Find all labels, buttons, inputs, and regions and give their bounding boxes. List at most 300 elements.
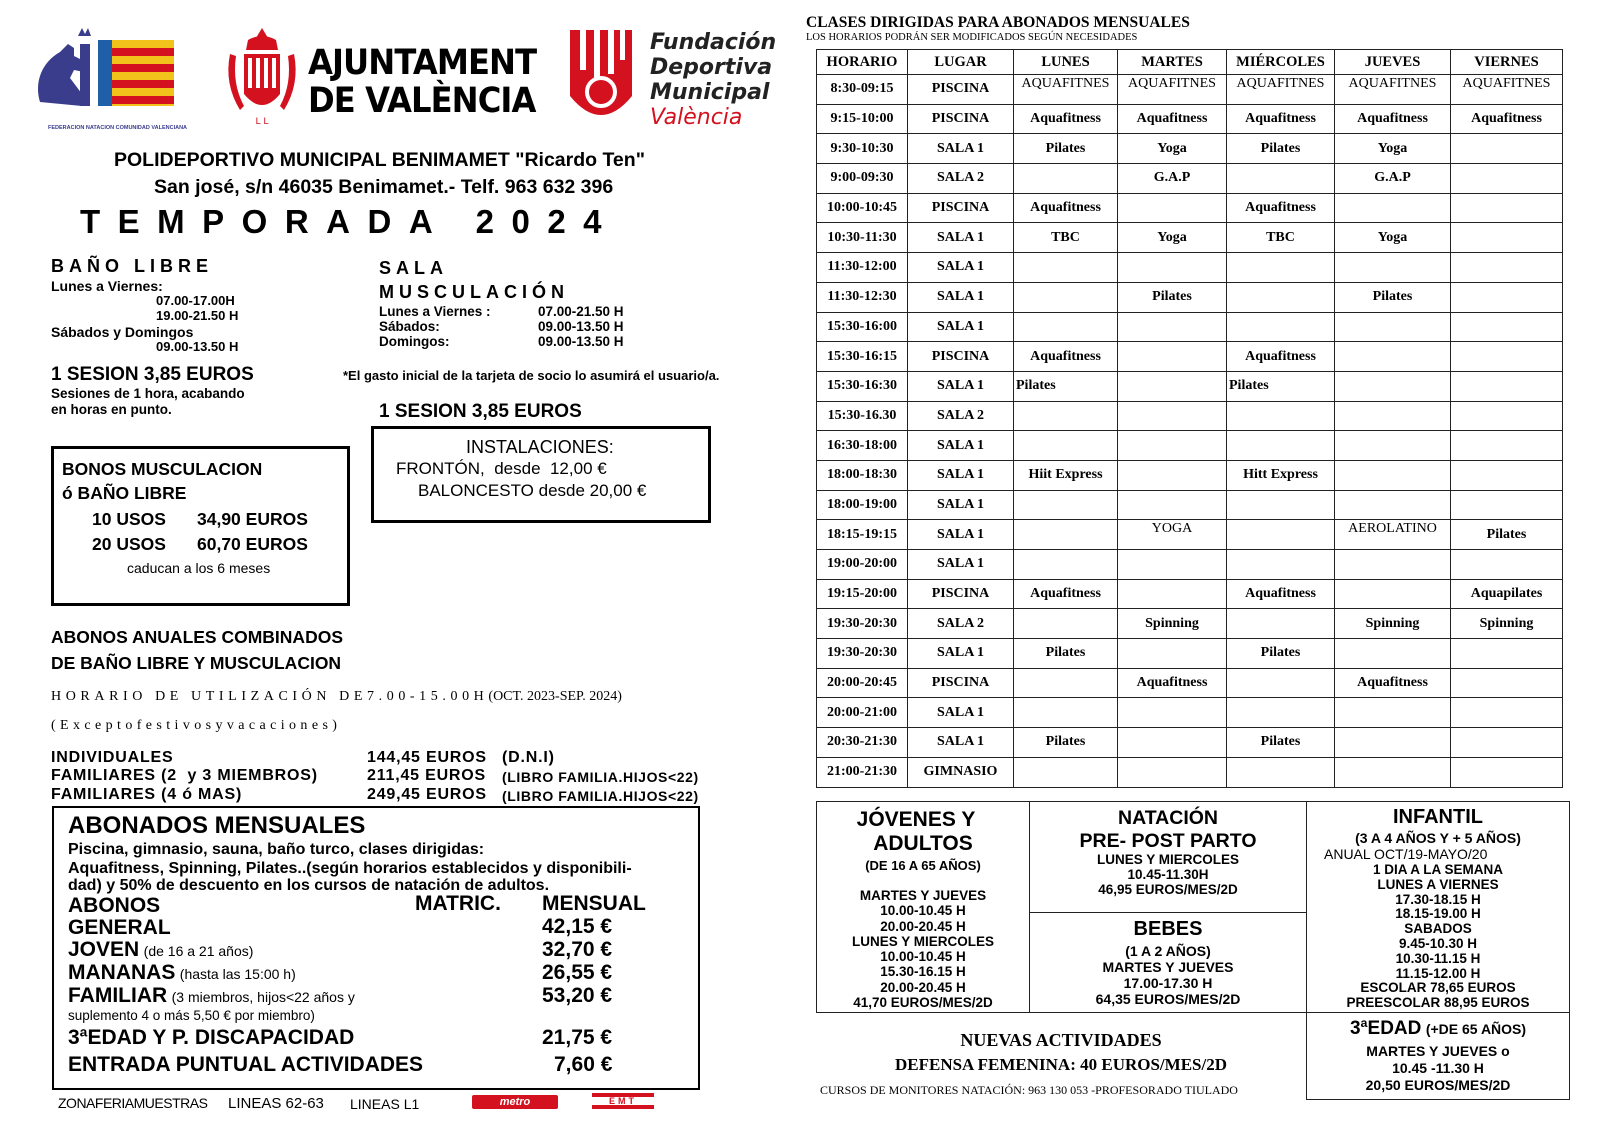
infantil-line-8: 11.15-12.00 H bbox=[1395, 965, 1481, 981]
infantil-anual: ANUAL OCT/19-MAYO/20 bbox=[1324, 846, 1488, 862]
anuales-row-2-label: FAMILIARES (2 y 3 MIEMBROS) bbox=[51, 767, 318, 784]
schedule-row bbox=[817, 342, 1563, 372]
bebes-line-4: 64,35 EUROS/MES/2D bbox=[1095, 991, 1241, 1007]
schedule-cell-jueves bbox=[1335, 757, 1451, 787]
schedule-cell-jueves bbox=[1335, 579, 1451, 609]
fdm-line3: Municipal bbox=[650, 80, 770, 105]
metro-logo: metro bbox=[472, 1095, 558, 1109]
schedule-row bbox=[817, 312, 1563, 342]
venue-name: POLIDEPORTIVO MUNICIPAL BENIMAMET "Ricardo Ten" bbox=[114, 149, 645, 171]
anuales-horario-text: HORARIO DE UTILIZACIÓN DE7.00-15.00H bbox=[51, 689, 489, 704]
schedule-cell-martes: Yoga bbox=[1118, 134, 1227, 164]
schedule-place: SALA 1 bbox=[908, 520, 1014, 550]
schedule-cell-jueves: Aquafitness bbox=[1335, 104, 1451, 134]
col-abonos: ABONOS bbox=[68, 894, 161, 917]
schedule-cell-martes bbox=[1118, 401, 1227, 431]
schedule-cell-martes bbox=[1118, 728, 1227, 758]
col-mensual: MENSUAL bbox=[542, 892, 646, 915]
schedule-cell-miercoles bbox=[1227, 698, 1335, 728]
bonos-box bbox=[51, 446, 350, 606]
schedule-cell-martes: Aquafitness bbox=[1118, 104, 1227, 134]
schedule-cell-jueves bbox=[1335, 460, 1451, 490]
mensual-row-mananas bbox=[68, 961, 296, 985]
sala-row-1-hours: 07.00-21.50 H bbox=[538, 304, 624, 319]
schedule-cell-jueves bbox=[1335, 550, 1451, 580]
schedule-row bbox=[817, 698, 1563, 728]
jovenes-title-1: JÓVENES Y bbox=[856, 808, 976, 831]
schedule-cell-viernes bbox=[1451, 728, 1563, 758]
mensual-row-general: GENERAL bbox=[68, 916, 171, 939]
tercera-lines bbox=[1306, 1043, 1570, 1094]
schedule-cell-jueves bbox=[1335, 253, 1451, 283]
schedule-time: 15:30-16.30 bbox=[817, 401, 908, 431]
schedule-cell-jueves bbox=[1335, 639, 1451, 669]
nuevas-cursos: CURSOS DE MONITORES NATACIÓN: 963 130 053 -PROFESORADO TIULADO bbox=[820, 1083, 1238, 1097]
col-horario: HORARIO bbox=[817, 50, 908, 75]
tercera-title: 3ªEDAD bbox=[1349, 1018, 1422, 1039]
fdm-line2: Deportiva bbox=[650, 55, 773, 80]
infantil-line-2: LUNES A VIERNES bbox=[1377, 876, 1499, 892]
schedule-place: SALA 1 bbox=[908, 312, 1014, 342]
bano-libre-title: BAÑO LIBRE bbox=[51, 256, 213, 276]
mensual-price-general: 42,15 € bbox=[542, 915, 613, 938]
schedule-cell-viernes bbox=[1451, 401, 1563, 431]
schedule-place: SALA 1 bbox=[908, 223, 1014, 253]
tercera-line-3: 20,50 EUROS/MES/2D bbox=[1365, 1077, 1511, 1093]
schedule-cell-lunes: Aquafitness bbox=[1014, 104, 1118, 134]
tercera-line-1: MARTES Y JUEVES o bbox=[1366, 1043, 1510, 1059]
fdm-title bbox=[650, 30, 776, 130]
schedule-row bbox=[817, 550, 1563, 580]
jovenes-line-4: LUNES Y MIERCOLES bbox=[851, 933, 995, 949]
schedule-cell-jueves: AEROLATINO bbox=[1335, 520, 1451, 550]
sala-row-3-label: Domingos: bbox=[379, 334, 450, 349]
schedule-place: SALA 1 bbox=[908, 550, 1014, 580]
schedule-cell-miercoles: Aquafitness bbox=[1227, 342, 1335, 372]
infantil-line-5: SABADOS bbox=[1404, 921, 1472, 937]
mensual-row-mananas-note: (hasta las 15:00 h) bbox=[179, 966, 296, 982]
mensuales-title: ABONADOS MENSUALES bbox=[68, 812, 366, 839]
schedule-time: 18:00-18:30 bbox=[817, 460, 908, 490]
schedule-cell-lunes: Pilates bbox=[1014, 639, 1118, 669]
jovenes-line-6: 15.30-16.15 H bbox=[880, 964, 966, 980]
valencia-coat-of-arms bbox=[222, 24, 302, 134]
schedule-cell-martes bbox=[1118, 193, 1227, 223]
schedule-cell-martes bbox=[1118, 371, 1227, 401]
schedule-place: PISCINA bbox=[908, 342, 1014, 372]
bano-weekend-hours: 09.00-13.50 H bbox=[156, 339, 239, 354]
natacion-lines bbox=[1029, 852, 1307, 897]
schedule-cell-viernes bbox=[1451, 164, 1563, 194]
schedule-row bbox=[817, 371, 1563, 401]
schedule-row bbox=[817, 282, 1563, 312]
schedule-place: SALA 1 bbox=[908, 490, 1014, 520]
schedule-cell-martes bbox=[1118, 579, 1227, 609]
col-viernes: VIERNES bbox=[1451, 50, 1563, 75]
schedule-time: 15:30-16:00 bbox=[817, 312, 908, 342]
schedule-cell-jueves: Yoga bbox=[1335, 134, 1451, 164]
schedule-cell-viernes bbox=[1451, 312, 1563, 342]
schedule-cell-viernes bbox=[1451, 460, 1563, 490]
bano-note-1: Sesiones de 1 hora, acabando bbox=[51, 386, 245, 401]
schedule-cell-martes: AQUAFITNES bbox=[1118, 75, 1227, 105]
schedule-row bbox=[817, 668, 1563, 698]
schedule-cell-martes bbox=[1118, 550, 1227, 580]
schedule-cell-martes: Yoga bbox=[1118, 223, 1227, 253]
schedule-cell-miercoles bbox=[1227, 490, 1335, 520]
schedule-place: SALA 1 bbox=[908, 431, 1014, 461]
schedule-cell-miercoles: Aquafitness bbox=[1227, 193, 1335, 223]
schedule-cell-miercoles: Pilates bbox=[1227, 134, 1335, 164]
mensual-row-puntual: ENTRADA PUNTUAL ACTIVIDADES bbox=[68, 1053, 424, 1076]
schedule-cell-miercoles: Pilates bbox=[1227, 728, 1335, 758]
lineas-2: LINEAS L1 bbox=[350, 1096, 420, 1112]
col-martes: MARTES bbox=[1118, 50, 1227, 75]
schedule-cell-viernes: Pilates bbox=[1451, 520, 1563, 550]
mensual-row-joven-label: JOVEN bbox=[68, 938, 140, 961]
mensuales-desc-2: Aquafitness, Spinning, Pilates..(según horarios establecidos y disponibili- bbox=[68, 860, 632, 877]
lineas-1: LINEAS 62-63 bbox=[228, 1095, 324, 1112]
mensual-row-familiar-note: (3 miembros, hijos<22 años y bbox=[171, 989, 355, 1005]
bonos-row-2-price: 60,70 EUROS bbox=[197, 534, 308, 554]
schedule-cell-jueves: Yoga bbox=[1335, 223, 1451, 253]
natacion-title-1: NATACIÓN bbox=[1117, 807, 1218, 829]
schedule-cell-lunes bbox=[1014, 520, 1118, 550]
schedule-time: 11:30-12:30 bbox=[817, 282, 908, 312]
schedule-cell-jueves: Aquafitness bbox=[1335, 668, 1451, 698]
infantil-line-1: 1 DIA A LA SEMANA bbox=[1372, 862, 1503, 877]
anuales-row-3-price: 249,45 EUROS bbox=[367, 786, 487, 803]
schedule-cell-viernes: AQUAFITNES bbox=[1451, 75, 1563, 105]
instalaciones-line-1: FRONTÓN, desde 12,00 € bbox=[396, 459, 607, 478]
jovenes-line-3: 20.00-20.45 H bbox=[880, 918, 966, 934]
mensual-row-joven-note: (de 16 a 21 años) bbox=[143, 943, 254, 959]
schedule-cell-viernes bbox=[1451, 223, 1563, 253]
anuales-title-1: ABONOS ANUALES COMBINADOS bbox=[51, 627, 343, 647]
schedule-time: 15:30-16:15 bbox=[817, 342, 908, 372]
schedule-cell-lunes: AQUAFITNES bbox=[1014, 75, 1118, 105]
schedule-cell-miercoles: Hitt Express bbox=[1227, 460, 1335, 490]
anuales-period: (OCT. 2023-SEP. 2024) bbox=[488, 689, 622, 704]
mensual-price-familiar: 53,20 € bbox=[542, 984, 613, 1007]
schedule-cell-viernes bbox=[1451, 371, 1563, 401]
mensual-row-mananas-label: MANANAS bbox=[68, 961, 176, 984]
bebes-line-2: MARTES Y JUEVES bbox=[1102, 959, 1234, 975]
natacion-title bbox=[1029, 807, 1307, 853]
schedule-cell-viernes bbox=[1451, 282, 1563, 312]
infantil-line-9: ESCOLAR 78,65 EUROS bbox=[1360, 980, 1516, 996]
jovenes-line-2: 10.00-10.45 H bbox=[880, 903, 966, 919]
schedule-time: 21:00-21:30 bbox=[817, 757, 908, 787]
schedule-cell-jueves bbox=[1335, 342, 1451, 372]
mensual-price-tercera: 21,75 € bbox=[542, 1026, 613, 1049]
fncv-logo bbox=[30, 22, 188, 131]
schedule-cell-viernes bbox=[1451, 193, 1563, 223]
schedule-row bbox=[817, 223, 1563, 253]
schedule-cell-viernes: Aquafitness bbox=[1451, 104, 1563, 134]
schedule-cell-jueves: AQUAFITNES bbox=[1335, 75, 1451, 105]
schedule-cell-miercoles bbox=[1227, 668, 1335, 698]
schedule-cell-miercoles bbox=[1227, 164, 1335, 194]
schedule-time: 16:30-18:00 bbox=[817, 431, 908, 461]
bano-weekdays-hours-1: 07.00-17.00H bbox=[156, 293, 235, 308]
schedule-row bbox=[817, 253, 1563, 283]
sala-row-1-label: Lunes a Viernes : bbox=[379, 304, 491, 319]
sala-row-2-label: Sábados: bbox=[379, 319, 440, 334]
schedule-cell-viernes: Spinning bbox=[1451, 609, 1563, 639]
mensual-row-familiar-label: FAMILIAR bbox=[68, 984, 168, 1007]
schedule-cell-lunes bbox=[1014, 609, 1118, 639]
col-miercoles: MIÉRCOLES bbox=[1227, 50, 1335, 75]
schedule-cell-martes bbox=[1118, 490, 1227, 520]
schedule-time: 18:15-19:15 bbox=[817, 520, 908, 550]
schedule-cell-miercoles: Aquafitness bbox=[1227, 104, 1335, 134]
schedule-cell-jueves bbox=[1335, 728, 1451, 758]
schedule-time: 15:30-16:30 bbox=[817, 371, 908, 401]
schedule-cell-lunes bbox=[1014, 253, 1118, 283]
schedule-cell-martes bbox=[1118, 757, 1227, 787]
sala-row-3-hours: 09.00-13.50 H bbox=[538, 334, 624, 349]
instalaciones-box bbox=[371, 426, 711, 523]
schedule-time: 11:30-12:00 bbox=[817, 253, 908, 283]
schedule-time: 18:00-19:00 bbox=[817, 490, 908, 520]
schedule-row bbox=[817, 460, 1563, 490]
schedule-cell-miercoles: Pilates bbox=[1227, 371, 1335, 401]
schedule-cell-miercoles bbox=[1227, 609, 1335, 639]
fncv-caption: FEDERACION NATACION COMUNIDAD VALENCIANA bbox=[48, 125, 188, 131]
col-lunes: LUNES bbox=[1014, 50, 1118, 75]
mensual-row-joven bbox=[68, 938, 253, 962]
schedule-cell-lunes: Pilates bbox=[1014, 371, 1118, 401]
schedule-cell-jueves bbox=[1335, 193, 1451, 223]
schedule-cell-miercoles bbox=[1227, 520, 1335, 550]
ajuntament-title bbox=[308, 44, 536, 120]
bonos-row-1-price: 34,90 EUROS bbox=[197, 509, 308, 529]
jovenes-age: (DE 16 A 65 AÑOS) bbox=[865, 858, 981, 873]
schedule-cell-lunes bbox=[1014, 668, 1118, 698]
schedule-row bbox=[817, 757, 1563, 787]
nuevas-defensa: DEFENSA FEMENINA: 40 EUROS/MES/2D bbox=[894, 1055, 1227, 1074]
schedule-cell-viernes bbox=[1451, 698, 1563, 728]
schedule-cell-martes bbox=[1118, 431, 1227, 461]
schedule-time: 20:30-21:30 bbox=[817, 728, 908, 758]
schedule-place: SALA 1 bbox=[908, 371, 1014, 401]
ajuntament-line2: DE VALÈNCIA bbox=[308, 81, 536, 121]
schedule-cell-miercoles bbox=[1227, 757, 1335, 787]
mensual-row-tercera: 3ªEDAD Y P. DISCAPACIDAD bbox=[68, 1026, 355, 1049]
schedule-cell-lunes bbox=[1014, 550, 1118, 580]
mensuales-desc-1: Piscina, gimnasio, sauna, baño turco, clases dirigidas: bbox=[68, 841, 485, 858]
schedule-cell-miercoles: Aquafitness bbox=[1227, 579, 1335, 609]
infantil-line-10: PREESCOLAR 88,95 EUROS bbox=[1346, 995, 1530, 1011]
schedule-cell-jueves bbox=[1335, 401, 1451, 431]
schedule-cell-miercoles bbox=[1227, 431, 1335, 461]
schedule-row bbox=[817, 431, 1563, 461]
schedule-place: PISCINA bbox=[908, 104, 1014, 134]
schedule-cell-martes bbox=[1118, 312, 1227, 342]
schedule-cell-martes: Spinning bbox=[1118, 609, 1227, 639]
natacion-line-2: 10.45-11.30H bbox=[1127, 867, 1209, 882]
schedule-cell-jueves: G.A.P bbox=[1335, 164, 1451, 194]
col-matric: MATRIC. bbox=[415, 892, 501, 915]
anuales-horario bbox=[51, 689, 622, 705]
jovenes-title bbox=[816, 808, 1030, 856]
schedule-time: 10:00-10:45 bbox=[817, 193, 908, 223]
schedule-cell-lunes bbox=[1014, 282, 1118, 312]
schedule-place: SALA 1 bbox=[908, 639, 1014, 669]
infantil-title: INFANTIL bbox=[1393, 806, 1483, 828]
schedule-time: 9:30-10:30 bbox=[817, 134, 908, 164]
schedule-cell-miercoles bbox=[1227, 253, 1335, 283]
schedule-cell-jueves bbox=[1335, 312, 1451, 342]
schedule-cell-lunes bbox=[1014, 490, 1118, 520]
bonos-row-2-usos: 20 USOS bbox=[92, 534, 166, 554]
schedule-cell-martes: YOGA bbox=[1118, 520, 1227, 550]
schedule-row bbox=[817, 579, 1563, 609]
mensual-price-joven: 32,70 € bbox=[542, 938, 613, 961]
mensuales-desc-3: dad) y 50% de descuento en los cursos de natación de adultos. bbox=[68, 877, 550, 894]
schedule-cell-viernes bbox=[1451, 490, 1563, 520]
schedule-cell-martes: G.A.P bbox=[1118, 164, 1227, 194]
schedule-cell-lunes: Hiit Express bbox=[1014, 460, 1118, 490]
schedule-cell-martes bbox=[1118, 342, 1227, 372]
jovenes-line-5: 10.00-10.45 H bbox=[880, 949, 966, 965]
bonos-title-2: ó BAÑO LIBRE bbox=[62, 483, 187, 503]
schedule-cell-miercoles: AQUAFITNES bbox=[1227, 75, 1335, 105]
bebes-title: BEBES bbox=[1133, 918, 1203, 940]
clases-subtitle: LOS HORARIOS PODRÁN SER MODIFICADOS SEGÚN NECESIDADES bbox=[806, 32, 1138, 43]
schedule-time: 8:30-09:15 bbox=[817, 75, 908, 105]
instalaciones-line-2: BALONCESTO desde 20,00 € bbox=[418, 481, 647, 500]
schedule-cell-viernes: Aquapilates bbox=[1451, 579, 1563, 609]
sala-price: 1 SESION 3,85 EUROS bbox=[379, 401, 582, 422]
infantil-line-3: 17.30-18.15 H bbox=[1395, 891, 1481, 907]
schedule-cell-lunes: Aquafitness bbox=[1014, 342, 1118, 372]
schedule-cell-martes bbox=[1118, 460, 1227, 490]
natacion-title-2: PRE- POST PARTO bbox=[1079, 830, 1257, 852]
schedule-place: PISCINA bbox=[908, 668, 1014, 698]
col-lugar: LUGAR bbox=[908, 50, 1014, 75]
schedule-cell-miercoles bbox=[1227, 282, 1335, 312]
schedule-cell-lunes: Aquafitness bbox=[1014, 579, 1118, 609]
schedule-row bbox=[817, 75, 1563, 105]
schedule-cell-martes bbox=[1118, 253, 1227, 283]
schedule-cell-martes: Aquafitness bbox=[1118, 668, 1227, 698]
mensual-price-mananas: 26,55 € bbox=[542, 961, 613, 984]
schedule-place: SALA 1 bbox=[908, 282, 1014, 312]
clases-title: CLASES DIRIGIDAS PARA ABONADOS MENSUALES bbox=[806, 14, 1190, 31]
anuales-except: (Exceptofestivosyvacaciones) bbox=[51, 718, 342, 733]
anuales-row-3-note: (LIBRO FAMILIA.HIJOS<22) bbox=[502, 788, 699, 804]
tercera-age: (+DE 65 AÑOS) bbox=[1425, 1021, 1527, 1037]
fdm-line4: València bbox=[650, 105, 743, 130]
schedule-cell-lunes: TBC bbox=[1014, 223, 1118, 253]
schedule-row bbox=[817, 193, 1563, 223]
schedule-cell-miercoles bbox=[1227, 401, 1335, 431]
schedule-time: 19:00-20:00 bbox=[817, 550, 908, 580]
schedule-cell-viernes bbox=[1451, 342, 1563, 372]
venue-address: San josé, s/n 46035 Benimamet.- Telf. 963 632 396 bbox=[154, 176, 614, 198]
infantil-line-4: 18.15-19.00 H bbox=[1395, 906, 1481, 922]
schedule-cell-lunes bbox=[1014, 431, 1118, 461]
emt-logo: EMT bbox=[592, 1093, 654, 1109]
mensuales-box bbox=[52, 806, 700, 1090]
bonos-row-1-usos: 10 USOS bbox=[92, 509, 166, 529]
tercera-title-row bbox=[1306, 1018, 1570, 1040]
jovenes-title-2: ADULTOS bbox=[873, 832, 973, 855]
schedule-place: SALA 1 bbox=[908, 728, 1014, 758]
schedule-place: PISCINA bbox=[908, 193, 1014, 223]
schedule-row bbox=[817, 164, 1563, 194]
jovenes-lines bbox=[816, 888, 1030, 1010]
anuales-row-1-label: INDIVIDUALES bbox=[51, 749, 174, 766]
schedule-cell-miercoles: Pilates bbox=[1227, 639, 1335, 669]
schedule-cell-viernes bbox=[1451, 757, 1563, 787]
mensual-price-puntual: 7,60 € bbox=[554, 1053, 613, 1076]
schedule-time: 19:30-20:30 bbox=[817, 639, 908, 669]
schedule-row bbox=[817, 401, 1563, 431]
schedule-cell-lunes: Pilates bbox=[1014, 134, 1118, 164]
sala-row-2-hours: 09.00-13.50 H bbox=[538, 319, 624, 334]
sala-title-2: MUSCULACIÓN bbox=[379, 282, 569, 302]
schedule-cell-martes bbox=[1118, 639, 1227, 669]
schedule-cell-viernes bbox=[1451, 431, 1563, 461]
nuevas-title: NUEVAS ACTIVIDADES bbox=[960, 1030, 1162, 1050]
bano-weekdays-label: Lunes a Viernes: bbox=[51, 278, 163, 294]
infantil-line-6: 9.45-10.30 H bbox=[1398, 935, 1478, 951]
anuales-row-1-price: 144,45 EUROS bbox=[367, 749, 487, 766]
schedule-cell-jueves: Spinning bbox=[1335, 609, 1451, 639]
tercera-line-2: 10.45 -11.30 H bbox=[1392, 1060, 1484, 1076]
schedule-row bbox=[817, 520, 1563, 550]
fdm-line1: Fundación bbox=[650, 30, 777, 55]
schedule-header-row bbox=[817, 50, 1563, 75]
schedule-time: 9:00-09:30 bbox=[817, 164, 908, 194]
bebes-line-1: (1 A 2 AÑOS) bbox=[1125, 943, 1211, 959]
schedule-place: PISCINA bbox=[908, 579, 1014, 609]
schedule-time: 9:15-10:00 bbox=[817, 104, 908, 134]
schedule-row bbox=[817, 639, 1563, 669]
schedule-cell-lunes bbox=[1014, 698, 1118, 728]
bano-weekdays-hours-2: 19.00-21.50 H bbox=[156, 308, 239, 323]
bebes-line-3: 17.00-17.30 H bbox=[1123, 975, 1213, 991]
bebes-lines bbox=[1029, 943, 1307, 1007]
schedule-place: SALA 1 bbox=[908, 698, 1014, 728]
schedule-cell-viernes bbox=[1451, 253, 1563, 283]
schedule-place: SALA 1 bbox=[908, 253, 1014, 283]
natacion-line-3: 46,95 EUROS/MES/2D bbox=[1098, 882, 1238, 897]
col-jueves: JUEVES bbox=[1335, 50, 1451, 75]
schedule-row bbox=[817, 609, 1563, 639]
schedule-row bbox=[817, 490, 1563, 520]
schedule-row bbox=[817, 104, 1563, 134]
anuales-row-1-note: (D.N.I) bbox=[502, 749, 555, 766]
bano-price: 1 SESION 3,85 EUROS bbox=[51, 364, 254, 385]
schedule-place: SALA 1 bbox=[908, 460, 1014, 490]
zona-feria: ZONAFERIAMUESTRAS bbox=[58, 1095, 208, 1111]
schedule-cell-miercoles: TBC bbox=[1227, 223, 1335, 253]
svg-text:L L: L L bbox=[255, 117, 269, 127]
schedule-cell-miercoles bbox=[1227, 550, 1335, 580]
natacion-line-1: LUNES Y MIERCOLES bbox=[1096, 852, 1240, 867]
schedule-cell-lunes bbox=[1014, 164, 1118, 194]
bonos-note: caducan a los 6 meses bbox=[127, 560, 271, 576]
schedule-time: 20:00-21:00 bbox=[817, 698, 908, 728]
anuales-title-2: DE BAÑO LIBRE Y MUSCULACION bbox=[51, 653, 342, 673]
schedule-table bbox=[816, 49, 1563, 788]
bano-note-2: en horas en punto. bbox=[51, 402, 172, 417]
schedule-cell-jueves bbox=[1335, 431, 1451, 461]
